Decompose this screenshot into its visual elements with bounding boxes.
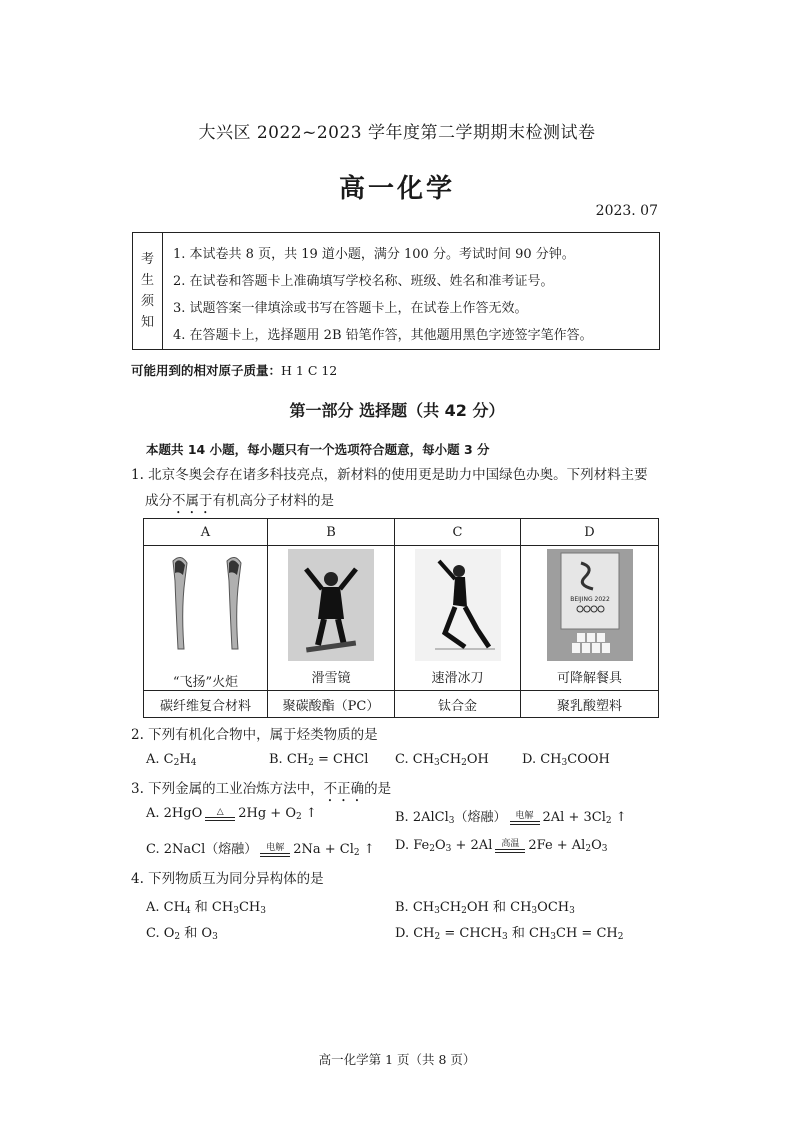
q4-option-c: C. $O_2$ 和 $O_3$	[146, 926, 218, 942]
question-2-stem: 2. 下列有机化合物中，属于烃类物质的是	[131, 727, 378, 743]
option-a-caption: “飞扬”火炬	[172, 675, 239, 690]
q3-option-b: B. 2AlCl$_3$（熔融） 电解 $2Al + 3Cl_2$ ↑	[395, 810, 627, 826]
skier-photo	[288, 549, 374, 661]
notice-box	[132, 232, 660, 350]
emphasis-text: 不属于	[172, 493, 213, 509]
option-b-cell	[268, 546, 395, 691]
notice-item: 4. 在答题卡上，选择题用 2B 铅笔作答，其他题用黑色字迹签字笔作答。	[173, 328, 593, 343]
q3-option-c: C. 2NaCl（熔融） 电解 $2Na + Cl_2$ ↑	[146, 842, 375, 858]
section-title: 第一部分 选择题（共 42 分）	[289, 401, 505, 420]
subject-title: 高一化学	[338, 174, 455, 204]
material-a: 碳纤维复合材料	[144, 691, 268, 718]
q4-option-b: B. $CH_3CH_2OH$ 和 $CH_3OCH_3$	[395, 900, 575, 916]
torch-image	[151, 549, 261, 661]
option-d-caption: 可降解餐具	[556, 671, 622, 686]
question-3-stem: 3. 下列金属的工业冶炼方法中，不正确的是	[131, 781, 392, 797]
option-b-caption: 滑雪镜	[311, 671, 351, 686]
notice-item: 2. 在试卷和答题卡上准确填写学校名称、班级、姓名和准考证号。	[173, 274, 554, 289]
material-b: 聚碳酸酯（PC）	[268, 691, 395, 718]
skater-photo	[415, 549, 501, 661]
q2-option-b: B. $CH_2$ = CHCl	[269, 752, 369, 768]
q2-option-c: C. $CH_3CH_2OH$	[395, 752, 489, 768]
atomic-masses: 可能用到的相对原子质量：H 1 C 12	[131, 363, 338, 378]
poster-text: BEIJING 2022	[569, 596, 610, 603]
q3-option-a: A. 2HgO △ $2Hg + O_2$ ↑	[146, 806, 317, 822]
q4-option-a: A. $CH_4$ 和 $CH_3CH_3$	[146, 900, 266, 916]
page-footer: 高一化学第 1 页（共 8 页）	[318, 1052, 476, 1067]
option-d-cell	[521, 546, 659, 691]
column-d: D	[521, 519, 659, 546]
q2-option-a: A. $C_2H_4$	[146, 752, 197, 768]
material-c: 钛合金	[395, 691, 521, 718]
q2-option-d: D. $CH_3COOH$	[522, 752, 610, 768]
question-4-stem: 4. 下列物质互为同分异构体的是	[131, 871, 324, 887]
material-d: 聚乳酸塑料	[521, 691, 659, 718]
option-c-cell	[395, 546, 521, 691]
question-1: 1. 北京冬奥会存在诸多科技亮点，新材料的使用更是助力中国绿色办奥。下列材料主要 成分不属于有机高分子材料的是	[131, 467, 648, 509]
notice-item: 1. 本试卷共 8 页，共 19 道小题，满分 100 分。考试时间 90 分钟。	[173, 247, 575, 262]
column-c: C	[395, 519, 521, 546]
exam-title: 大兴区 2022~2023 学年度第二学期期末检测试卷	[198, 123, 596, 143]
column-b: B	[268, 519, 395, 546]
notice-item: 3. 试题答案一律填涂或书写在答题卡上，在试卷上作答无效。	[173, 301, 528, 316]
materials-table	[143, 518, 659, 718]
notice-label: 考 生 须 知	[133, 233, 163, 349]
column-a: A	[144, 519, 268, 546]
q4-option-d: D. $CH_2$ = $CHCH_3$ 和 $CH_3CH = CH_2$	[395, 926, 624, 942]
option-a-cell	[144, 546, 268, 691]
option-c-caption: 速滑冰刀	[431, 671, 484, 686]
tableware-photo	[547, 549, 633, 661]
q3-option-d: D. $Fe_2O_3 + 2Al$ 高温 $2Fe + Al_2O_3$	[395, 838, 608, 854]
exam-date: 2023. 07	[595, 203, 658, 219]
section-instruction: 本题共 14 小题，每小题只有一个选项符合题意，每小题 3 分	[146, 442, 490, 457]
emphasis-text: 不正确	[323, 781, 365, 797]
